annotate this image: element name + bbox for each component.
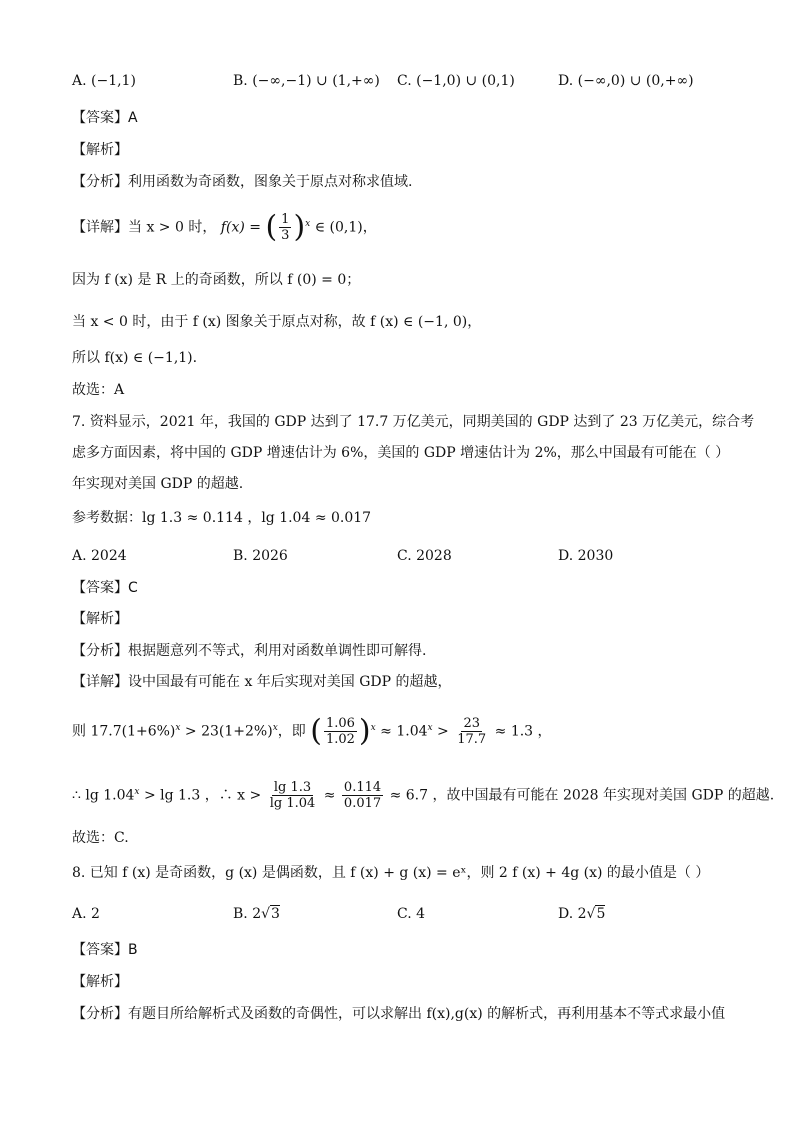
q7-therefore: ∴ $\lg 1.04^x > \lg 1.3$ ，∴ x > $\frac{\lg 1.3}{\lg 1.04}$ ≈ $\frac{0.114}{0.017}$ ≈ 6.7 ，故中国最有可能在 2028 年实现对美国 GDP 的超越. <box>72 780 775 811</box>
q6-choose: 故选：A <box>72 382 125 398</box>
q7-line2: 虑多方面因素，将中国的 GDP 增速估计为 6%，美国的 GDP 增速估计为 2%，那么中国最有可能在（ ） <box>72 445 730 461</box>
q7-option-a: A. 2024 <box>72 548 127 564</box>
q6-option-d: D. (−∞,0) ∪ (0,+∞) <box>558 73 694 89</box>
q6-detail: 【详解】当 x > 0 时， f(x) = ( $\frac{1}{3}$ )$^x$ ∈ (0,1)， <box>72 209 377 245</box>
q6-line2: 因为 f (x) 是 R 上的奇函数，所以 f (0) = 0； <box>72 272 361 288</box>
q6-detail-fx: f(x) = <box>220 219 261 236</box>
q7-line1: 7. 资料显示，2021 年，我国的 GDP 达到了 17.7 万亿美元，同期美国的 GDP 达到了 23 万亿美元，综合考 <box>72 414 755 430</box>
q8-option-a: A. 2 <box>72 906 100 922</box>
q7-answer: 【答案】C <box>72 580 138 596</box>
q7-fenxi: 【分析】根据题意列不等式，利用对函数单调性即可解得. <box>72 643 427 659</box>
q7-equation: 则 $17.7(1+6\%)^x > 23(1+2\%)^x$，即 ( $\frac{1.06}{1.02}$ )$^x \approx 1.04^x$ > $\frac{23}{17.7}$ ≈ 1.3 ， <box>72 713 552 749</box>
q6-option-a: A. (−1,1) <box>72 73 136 89</box>
q6-detail-prefix: 【详解】当 x > 0 时， <box>72 219 217 236</box>
q7-detail: 【详解】设中国最有可能在 x 年后实现对美国 GDP 的超越， <box>72 674 452 690</box>
q7-option-b: B. 2026 <box>233 548 288 564</box>
q6-detail-suffix: ∈ (0,1)， <box>314 219 377 236</box>
q6-line4: 所以 f(x) ∈ (−1,1). <box>72 350 198 366</box>
q6-answer: 【答案】A <box>72 110 138 126</box>
q8-option-c: C. 4 <box>397 906 426 922</box>
q8-line1: 8. 已知 f (x) 是奇函数，g (x) 是偶函数，且 f (x) + g (x) = eˣ，则 2 f (x) + 4g (x) 的最小值是（ ） <box>72 865 710 881</box>
q7-fraction-3: $\frac{\lg 1.3}{\lg 1.04}$ <box>269 780 316 811</box>
q6-jiexi: 【解析】 <box>72 142 128 158</box>
q8-option-b: B. 2√3 <box>233 906 280 922</box>
q6-line3: 当 x < 0 时，由于 f (x) 图象关于原点对称，故 f (x) ∈ (−1, 0)， <box>72 314 482 330</box>
q7-choose: 故选：C. <box>72 830 129 846</box>
q7-fraction-4: $\frac{0.114}{0.017}$ <box>343 780 382 811</box>
q6-option-c: C. (−1,0) ∪ (0,1) <box>397 73 515 89</box>
q8-option-d: D. 2√5 <box>558 906 606 922</box>
q7-ref: 参考数据：lg 1.3 ≈ 0.114 ，lg 1.04 ≈ 0.017 <box>72 510 372 526</box>
q8-answer: 【答案】B <box>72 942 138 958</box>
q6-detail-fraction: $\frac{1}{3}$ <box>281 212 290 243</box>
q7-option-d: D. 2030 <box>558 548 614 564</box>
q7-fraction-2: $\frac{23}{17.7}$ <box>457 716 487 747</box>
q8-fenxi: 【分析】有题目所给解析式及函数的奇偶性，可以求解出 f(x),g(x) 的解析式，再利用基本不等式求最小值 <box>72 1006 726 1022</box>
q7-jiexi: 【解析】 <box>72 611 128 627</box>
q7-option-c: C. 2028 <box>397 548 452 564</box>
q7-fraction-1: $\frac{1.06}{1.02}$ <box>325 716 355 747</box>
q6-fenxi: 【分析】利用函数为奇函数，图象关于原点对称求值域. <box>72 174 413 190</box>
q8-jiexi: 【解析】 <box>72 974 128 990</box>
q6-option-b: B. (−∞,−1) ∪ (1,+∞) <box>233 73 380 89</box>
q7-line3: 年实现对美国 GDP 的超越. <box>72 476 244 492</box>
